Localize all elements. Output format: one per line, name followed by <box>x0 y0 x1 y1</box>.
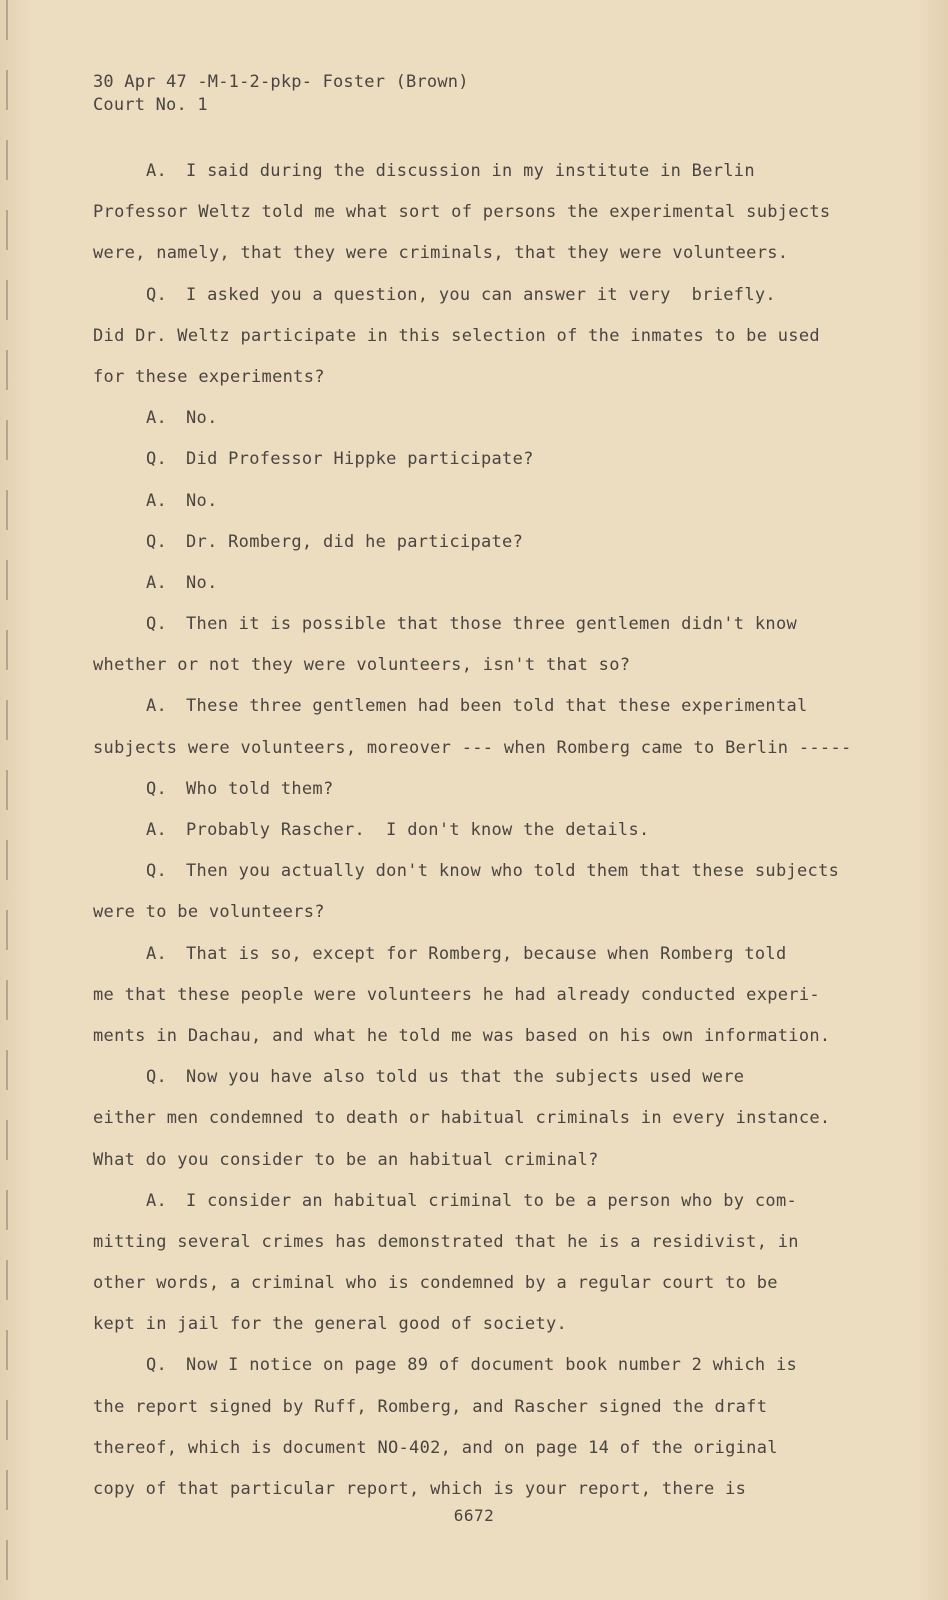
speaker-label: Q. <box>146 449 168 470</box>
transcript-line <box>93 1098 933 1139</box>
speaker-label: A. <box>146 1190 168 1211</box>
line-text: That is so, except for Romberg, because when Romberg told <box>186 943 787 964</box>
transcript-line <box>93 1057 933 1098</box>
transcript-line <box>93 686 933 727</box>
speaker-label: Q. <box>146 778 168 799</box>
transcript-line <box>93 851 933 892</box>
transcript-line <box>93 769 933 810</box>
speaker-label: Q. <box>146 1355 168 1376</box>
page-number: 6672 <box>453 1506 495 1525</box>
speaker-label: A. <box>146 572 168 593</box>
speaker-label: Q. <box>146 614 168 635</box>
line-text: No. <box>186 490 218 511</box>
header-date-line: 30 Apr 47 -M-1-2-pkp- Foster (Brown) <box>93 72 469 92</box>
line-text: What do you consider to be an habitual criminal? <box>93 1149 599 1170</box>
transcript-line <box>93 728 933 769</box>
transcript-line <box>93 357 933 398</box>
line-text: No. <box>186 408 218 429</box>
header-court-line: Court No. 1 <box>93 95 208 115</box>
line-text: Who told them? <box>186 778 334 799</box>
transcript-line <box>93 1304 933 1345</box>
transcript-line <box>93 1387 933 1428</box>
speaker-label: A. <box>146 408 168 429</box>
line-text: Now I notice on page 89 of document book number 2 which is <box>186 1355 798 1376</box>
line-text: whether or not they were volunteers, isn't that so? <box>93 655 631 676</box>
transcript-line <box>93 151 933 192</box>
line-text: Then it is possible that those three gentlemen didn't know <box>186 614 798 635</box>
line-text: were, namely, that they were criminals, that they were volunteers. <box>93 243 789 264</box>
transcript-line <box>93 192 933 233</box>
transcript-line <box>93 316 933 357</box>
transcript-line <box>93 275 933 316</box>
transcript-line <box>93 892 933 933</box>
speaker-label: Q. <box>146 284 168 305</box>
transcript-line <box>93 810 933 851</box>
transcript-line <box>93 563 933 604</box>
transcript-line <box>93 439 933 480</box>
transcript-line <box>93 975 933 1016</box>
transcript-line <box>93 1140 933 1181</box>
line-text: kept in jail for the general good of society. <box>93 1314 568 1335</box>
line-text: Did Dr. Weltz participate in this selection of the inmates to be used <box>93 325 820 346</box>
line-text: Dr. Romberg, did he participate? <box>186 531 524 552</box>
line-text: Professor Weltz told me what sort of persons the experimental subjects <box>93 202 831 223</box>
transcript-line <box>93 1263 933 1304</box>
transcript-line <box>93 522 933 563</box>
speaker-label: A. <box>146 820 168 840</box>
line-text: I asked you a question, you can answer it very briefly. <box>186 284 776 305</box>
line-text: Did Professor Hippke participate? <box>186 449 534 470</box>
page-header <box>93 71 469 117</box>
line-text: I said during the discussion in my institute in Berlin <box>186 161 755 181</box>
line-text: I consider an habitual criminal to be a person who by com- <box>186 1190 798 1211</box>
speaker-label: A. <box>146 696 168 717</box>
transcript-line <box>93 1222 933 1263</box>
transcript-line <box>93 233 933 274</box>
transcript-line <box>93 1469 933 1510</box>
line-text: were to be volunteers? <box>93 902 325 923</box>
transcript-line <box>93 398 933 439</box>
transcript-line <box>93 1016 933 1057</box>
transcript-line <box>93 481 933 522</box>
line-text: copy of that particular report, which is your report, there is <box>93 1479 747 1499</box>
line-text: Probably Rascher. I don't know the details. <box>186 820 650 840</box>
line-text: thereof, which is document NO-402, and on page 14 of the original <box>93 1437 778 1458</box>
speaker-label: Q. <box>146 861 168 882</box>
transcript-line <box>93 1428 933 1469</box>
line-text: the report signed by Ruff, Romberg, and Rascher signed the draft <box>93 1396 768 1417</box>
page-edge-shadow <box>6 0 8 1600</box>
line-text: either men condemned to death or habitual criminals in every instance. <box>93 1108 831 1129</box>
line-text: No. <box>186 572 218 593</box>
speaker-label: A. <box>146 943 168 964</box>
line-text: Then you actually don't know who told them that these subjects <box>186 861 840 882</box>
line-text: me that these people were volunteers he had already conducted experi- <box>93 984 820 1005</box>
line-text: ments in Dachau, and what he told me was based on his own information. <box>93 1025 831 1046</box>
transcript-line <box>93 1181 933 1222</box>
line-text: mitting several crimes has demonstrated that he is a residivist, in <box>93 1231 799 1252</box>
line-text: subjects were volunteers, moreover --- when Romberg came to Berlin ----- <box>93 737 852 758</box>
line-text: for these experiments? <box>93 366 325 387</box>
line-text: These three gentlemen had been told that these experimental <box>186 696 808 717</box>
transcript-body <box>93 151 933 1510</box>
line-text: Now you have also told us that the subjects used were <box>186 1067 745 1088</box>
speaker-label: Q. <box>146 1067 168 1088</box>
line-text: other words, a criminal who is condemned by a regular court to be <box>93 1273 778 1294</box>
speaker-label: A. <box>146 161 168 181</box>
speaker-label: A. <box>146 490 168 511</box>
transcript-line <box>93 1345 933 1386</box>
speaker-label: Q. <box>146 531 168 552</box>
transcript-line <box>93 645 933 686</box>
transcript-line <box>93 604 933 645</box>
transcript-line <box>93 934 933 975</box>
